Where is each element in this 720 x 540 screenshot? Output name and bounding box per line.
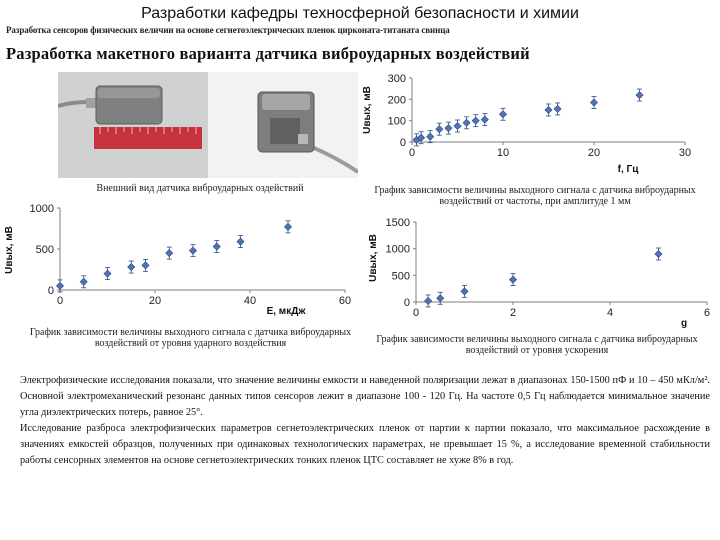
data-point xyxy=(437,295,444,302)
y-axis-label: Uвых, мВ xyxy=(4,226,15,274)
data-point xyxy=(166,250,173,257)
sensor-box-right-face xyxy=(270,118,300,144)
chart-acceleration-svg xyxy=(362,214,712,329)
data-point xyxy=(509,276,516,283)
x-tick-label: 0 xyxy=(408,147,416,159)
data-point xyxy=(454,122,461,129)
page-title: Разработки кафедры техносферной безопасности и химии xyxy=(141,5,579,22)
y-tick-label: 0 xyxy=(399,137,406,149)
sensor-connector-left xyxy=(86,98,96,108)
y-axis-label: Uвых, мВ xyxy=(368,234,379,282)
y-axis-label: Uвых, мВ xyxy=(362,86,373,134)
y-tick-label: 100 xyxy=(387,115,406,128)
data-point xyxy=(425,297,432,304)
data-point xyxy=(104,270,111,277)
x-tick-label: 20 xyxy=(148,295,162,307)
data-point xyxy=(463,119,470,126)
x-tick-label: 40 xyxy=(243,295,257,307)
chart-acceleration xyxy=(362,214,712,329)
x-tick-label: 10 xyxy=(496,147,510,159)
data-point xyxy=(128,263,135,270)
chart-acceleration-caption: График зависимости величины выходного сигнала с датчика виброударных воздействий от уровня ускорения xyxy=(376,334,698,356)
data-point xyxy=(499,111,506,118)
y-tick-label: 1000 xyxy=(385,243,410,256)
sensor-connector-right xyxy=(298,134,308,144)
x-tick-label: 30 xyxy=(678,147,692,159)
chart-frequency-caption: График зависимости величины выходного сигнала с датчика виброударных воздействий от частоты, при амплитуде 1 мм xyxy=(374,185,696,207)
data-point xyxy=(545,106,552,113)
sensor-photo-illustration xyxy=(58,72,358,178)
y-tick-label: 1500 xyxy=(385,217,410,229)
x-axis-label: g xyxy=(680,318,688,329)
data-point xyxy=(189,247,196,254)
body-paragraph-1: Электрофизические исследования показали, что значение величины емкости и наведенной поляризации лежат в диапазонах 150-1500 пФ и 10 – 450 мКл/м². Основной электромеханический резонанс данных типов сенсоров лежит в диапазоне 100 - 120 Гц. На частоте 0,5 Гц наблюдается минимальное значение угла диэлектрических потерь, равное 25°. xyxy=(20,375,710,418)
y-tick-label: 500 xyxy=(35,244,54,256)
y-tick-label: 300 xyxy=(387,73,406,85)
photo-caption: Внешний вид датчика виброударных оздействий xyxy=(96,183,304,194)
x-tick-label: 20 xyxy=(587,147,601,159)
data-point xyxy=(56,282,63,289)
data-point xyxy=(636,91,643,98)
data-point xyxy=(554,105,561,112)
data-point xyxy=(481,116,488,123)
x-tick-label: 2 xyxy=(509,307,517,319)
x-tick-label: 60 xyxy=(338,295,352,307)
data-point xyxy=(142,262,149,269)
data-point xyxy=(427,133,434,140)
y-tick-label: 200 xyxy=(387,94,406,107)
y-tick-label: 0 xyxy=(403,297,410,309)
body-text xyxy=(20,373,710,469)
data-point xyxy=(213,243,220,250)
x-tick-label: 0 xyxy=(56,295,64,307)
x-tick-label: 4 xyxy=(606,307,614,319)
sensor-box-left-top xyxy=(98,88,160,98)
x-axis-label: f, Гц xyxy=(617,164,639,175)
chart-impact-caption: График зависимости величины выходного сигнала с датчика виброударных воздействий от уровня ударного воздействия xyxy=(29,327,352,349)
x-tick-label: 0 xyxy=(412,307,420,319)
data-point xyxy=(472,117,479,124)
y-tick-label: 1000 xyxy=(29,203,54,215)
x-axis-label: E, мкДж xyxy=(266,306,306,317)
data-point xyxy=(284,223,291,230)
y-tick-label: 500 xyxy=(391,270,410,283)
section-heading: Разработка макетного варианта датчика виброударных воздействий xyxy=(6,44,530,63)
data-point xyxy=(436,126,443,133)
sensor-photo xyxy=(58,72,358,178)
data-point xyxy=(80,278,87,285)
chart-impact-svg xyxy=(0,198,360,322)
chart-impact xyxy=(0,198,360,322)
data-point xyxy=(655,250,662,257)
x-tick-label: 6 xyxy=(703,307,711,319)
data-point xyxy=(590,99,597,106)
data-point xyxy=(445,125,452,132)
data-point xyxy=(237,238,244,245)
chart-frequency xyxy=(360,70,705,180)
chart-frequency-svg xyxy=(360,70,705,180)
sensor-box-right-top xyxy=(262,94,310,110)
data-point xyxy=(461,288,468,295)
y-tick-label: 0 xyxy=(47,285,54,297)
page-subtitle: Разработка сенсоров физических величин на основе сегнетоэлектрических пленок цирконата-титаната свинца xyxy=(6,25,450,35)
body-paragraph-2: Исследование разброса электрофизических параметров сегнетоэлектрических пленок от партии к партии показало, что максимальное расхождение в значениях емкостей образцов, полученных при одинаковых технологических параметрах, не превышает 15 %, а исследование временной стабильности работы сенсорных элементов на основе сегнетоэлектрических тонких пленок ЦТС составляет не хуже 8% в год. xyxy=(20,423,710,466)
